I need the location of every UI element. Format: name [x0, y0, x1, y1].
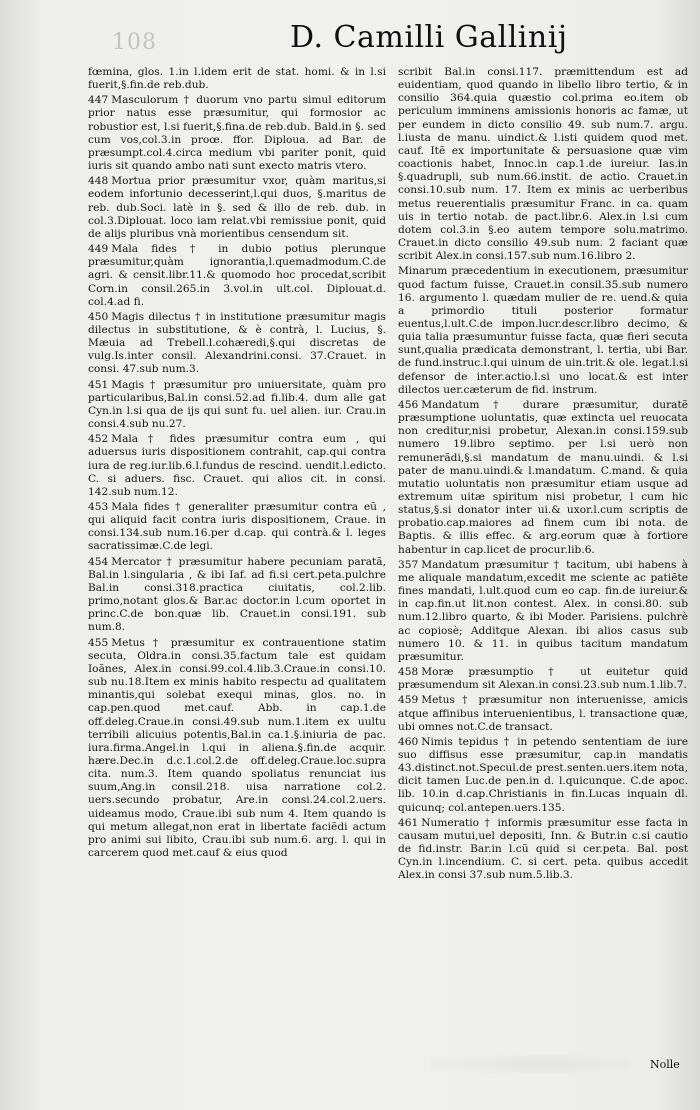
entry-text: Mala fides † in dubio potius plerunque præsumitur,quàm ignorantia,l.quemadmodum.C.de agri. & censit.libr.11.& quomodo hoc procedat,scribit Corn.in consil.265.in 3.vol.in ult.col. Diplouat.d. col.4.ad fi. [88, 243, 386, 308]
right-column [398, 66, 688, 885]
entry-number: 456 [398, 398, 419, 411]
entry-450 [88, 311, 386, 377]
entry-454 [88, 556, 386, 635]
entry-number: 455 [88, 636, 109, 649]
catchword: Nolle [650, 1058, 680, 1071]
entry-449 [88, 243, 386, 309]
entry-number: 452 [88, 433, 109, 446]
entry-text: scribit Bal.in consi.117. præmittendum est ad euidentiam, quod quando in libello libro tertio, & in consilio 364.quia quæstio col.prima eo.item ob periculum imminens amissionis honoris ac famæ, ut per eundem in dicto consilio 49. sub num.7. argu. l.iusta de manu. uindict.& l.isti quidem quod met. cauf. Itẽ ex importunitate & persuasione quæ vim coactionis habet, Innoc.in cap.1.de iureiur. Ias.in §.quadrupli, sub num.66.instit. de actio. Crauet.in consi.10.sub num. 17. Item ex minis ac uerberibus metus reuerentialis præsumitur Franc. in ca. quam uis in tertio notab. de pact.libr.6. Alex.in l.si cum dotem col.3.in §.eo autem tempore solu.matrimo. Crauet.in dicto consilio 49.sub num. 2 faciant quæ scribit Alex.in consi.157.sub num.16.libro 2. [398, 66, 688, 263]
entry-continuation [398, 265, 688, 397]
entry-text: Mandatum præsumitur † tacitum, ubi habens à me aliquale mandatum,excedit me sciente ac patiẽte fines mandati, l.ult.quod cum eo cap. fin.de iureiur.& in cap.fin.ut lit.non contest. Alex. in consi.80. sub num.12.libro quarto, & ibi Moder. Parisiens. pulchrè ac copiosè; Additque Alexan. ibi alios casus sub numero 10. & 11. in quibus tacitum mandatum præsumitur. [398, 558, 688, 663]
entry-number: 459 [398, 694, 419, 707]
entry-456 [398, 399, 688, 557]
entry-text: Magis dilectus † in institutione præsumitur magis dilectus in substitutione, & è contrà, l. Lucius, §. Mæuia ad Trebell.l.cohæredi,§.qui discretas de vulg.Is.inter consil. Alexandrini.consi. 37.Crauet. in consi. 47.sub num.3. [88, 310, 386, 376]
entry-459 [398, 694, 688, 733]
entry-text: Magis † præsumitur pro uniuersitate, quàm pro particularibus,Bal.in consi.52.ad fi.lib.4. dum alle gat Cyn.in l.si qua de ijs qui sunt fu. uel alien. iur. Crau.in consi.4.sub nu.27. [88, 378, 386, 431]
entry-text: Mercator † præsumitur habere pecuniam paratã, Bal.in l.singularia , & ibi Iaf. ad fi.si cert.peta.pulchre Bal.in consi.318.practica ciuitatis, col.2.lib. primo,notant glos.& Bar.ac doctor.in l.cum oportet in princ.C.de bon.quæ lib. Crauet.in consi.191. sub num.8. [88, 555, 386, 634]
entry-461 [398, 817, 688, 883]
entry-continuation [398, 66, 688, 263]
entry-451 [88, 379, 386, 432]
entry-number: 450 [88, 310, 109, 323]
entry-text: fœmina, glos. 1.in l.idem erit de stat. homi. & in l.si fuerit,§.fin.de reb.dub. [88, 66, 386, 92]
entry-text: Metus † præsumitur non interuenisse, amicis atque affinibus interuenientibus, l. transactione quæ, ubi omnes not.C.de transact. [398, 694, 688, 733]
entry-number: 451 [88, 378, 109, 391]
entry-447 [88, 94, 386, 173]
entry-455 [88, 637, 386, 861]
running-header: D. Camilli Gallinij [290, 20, 568, 55]
entry-text: Masculorum † duorum vno partu simul editorum prior natus esse præsumitur, qui formosior ac robustior est, l.si fuerit,§.fina.de reb.dub. Bald.in §. sed cum vos,col.3.in proœ. ffor. Diploua. ad Bar. de præsumpt.col.4.circa medium vbi pariter ponit, quid iuris sit quando ambo nati sunt execto matris vtero. [88, 94, 386, 173]
entry-number: 357 [398, 558, 419, 571]
entry-number: 461 [398, 816, 419, 829]
entry-452 [88, 433, 386, 499]
entry-text: Metus † præsumitur ex contrauentione statim secuta, Oldra.in consi.35.factum tale est quidam Ioãnes, Alex.in consi.99.col.4.lib.3.Craue.in consi.10. sub nu.18.Item ex minis habito respectu ad qualitatem minantis,qui solebat exequi minas, glos. no. in cap.pen.quod met.cauf. Abb. in cap.1.de off.deleg.Craue.in consi.49.sub num.1.item ex uultu terribili alicuius potentis,Bal.in ca.1.§.iniuria de pac. iura.firma.Angel.in l.qui in aliena.§.fin.de acquir. hære.Dec.in d.c.1.col.2.de off.deleg.Craue.loc.supra cita. num.3. Item quando spoliatus renunciat ius suum,Ang.in consil.218. uisa narratione col.2. uers.secundo probatur, Are.in consi.24.col.2.uers. uideamus modo, Craue.ibi sub num 4. Item quando is qui metum allegat,non erat in libertate faciẽdi actum pro animi sui libito, Crau.ibi sub num.6. arg. l. qui in carcerem quod met.cauf & eius quod [88, 636, 386, 860]
entry-number: 453 [88, 501, 109, 513]
entry-453 [88, 501, 386, 554]
entry-text: Nimis tepidus † in petendo sententiam de iure suo diffisus esse præsumitur, cap.in mandatis 43.distinct.not.Specul.de prest.senten.uers.item nota, dicit tamen Luc.de pen.in d. l.quicunque. C.de apoc. lib. 10.in d.cap.Christianis in fin.Lucas inquain dl. quicunq; col.antepen.uers.135. [398, 735, 688, 814]
bleed-through-shadow [430, 1055, 630, 1073]
entry-number: 454 [88, 555, 109, 568]
entry-number: 448 [88, 175, 109, 188]
entry-number: 449 [88, 243, 109, 256]
entry-text: Numeratio † informis præsumitur esse facta in causam mutui,uel depositi, Inn. & Butr.in c.si cautio de fid.instr. Bar.in l.cũ quid si cer.peta. Bal. post Cyn.in l.incendium. C. si cert. peta. quibus accedit Alex.in consi 37.sub num.5.lib.3. [398, 816, 688, 882]
entry-text: Mandatum † durare præsumitur, duratẽ præsumptione uoluntatis, quæ extincta uel reuocata non creditur,nisi probetur, Alexan.in consi.159.sub numero 19.libro septimo. per l.si uerò non remunerãdi,§.si mandatum de manu.uindi. & l.si pater de manu.uindi.& l.mandatum. C.mand. & quia mutatio uoluntatis non præsumitur etiam usque ad extremum uitæ spiritum nisi probetur, l cum hic status,§.si donator inter ui.& uxor.l.cum scriptis de probatio.cap.maiores ad finem cum ibi nota. de Baptis. & illis effec. & arg.eorum quæ à fortiore habentur in cap.licet de procur.lib.6. [398, 398, 688, 556]
entry-text: Mortua prior præsumitur vxor, quàm maritus,si eodem infortunio decesserint,l.qui duos, §.maritus de reb. dub.Soci. latè in §. sed & illo de reb. dub. in col.3.Diplouat. loco iam relat.vbi remissiue ponit, quid de alijs pluribus vnà morientibus censendum sit. [88, 175, 386, 240]
entry-number: 458 [398, 666, 419, 679]
page-number: 108 [112, 30, 157, 55]
entry-number: 447 [88, 94, 109, 107]
entry-458 [398, 666, 688, 692]
entry-text: Mala † fides præsumitur contra eum , qui aduersus iuris dispositionem contrahit, cap.qui contra iura de reg.iur.lib.6.l.fundus de rescind. uendit.l.edicto. C. si aduers. fisc. Crauet. qui alios cit. in consi. 142.sub num.12. [88, 433, 386, 498]
entry-number: 460 [398, 735, 419, 748]
entry-continuation [88, 66, 386, 92]
entry-357 [398, 559, 688, 664]
left-column [88, 66, 386, 862]
entry-460 [398, 736, 688, 815]
entry-text: Moræ præsumptio † ut euitetur quid præsumendum sit Alexan.in consi.23.sub num.1.lib.7. [398, 666, 688, 692]
entry-text: Mala fides † generaliter præsumitur contra eũ , qui aliquid facit contra iuris dispositionem, Craue. in consi.134.sub num.16.per d.cap. qui contrà.& l. leges sacratissimæ.C.de legi. [88, 501, 386, 553]
entry-448 [88, 175, 386, 241]
entry-text: Minarum præcedentium in executionem, præsumitur quod factum fuisse, Crauet.in consil.35.sub numero 16. argumento l. quædam mulier de re. uend.& quia a primordio tituli posterior formatur euentus,l.ult.C.de impon.lucr.descr.libro decimo, & quia talia præsumuntur fuisse facta, quæ fieri secuta sunt,qualia prædicata demonstrant, l. tertia, ubi Bar. de fund.instruc.l.qui uinum de uin.trit.& ole. legat.l.si defensor de inter.actio.l.si uno locat.& est inter dilectos uer.cæterum de fid. instrum. [398, 265, 688, 396]
